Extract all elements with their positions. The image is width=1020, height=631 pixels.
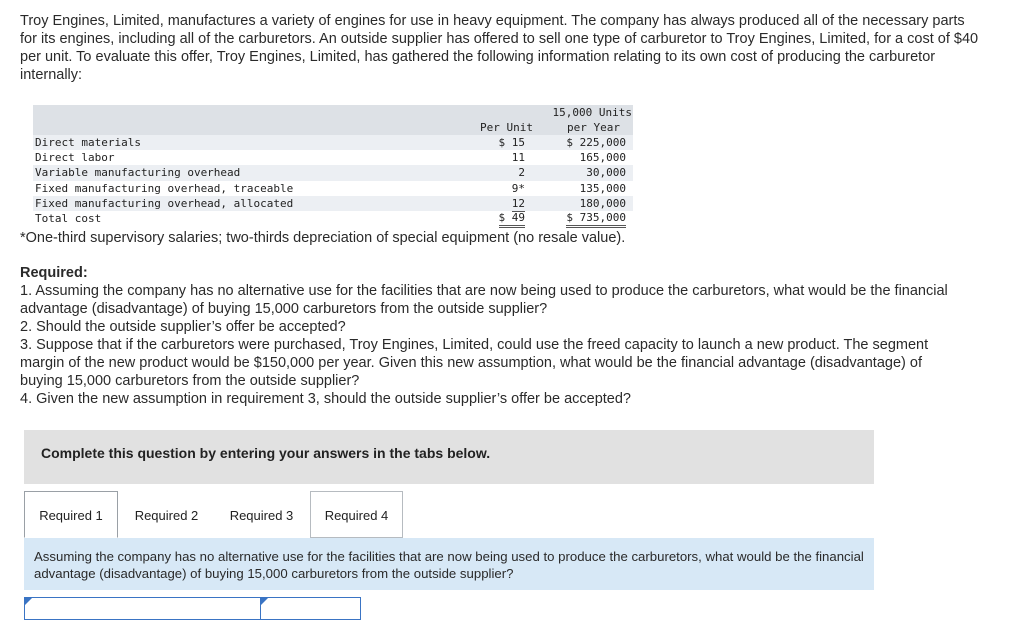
dropdown-marker-icon: [25, 598, 32, 605]
tab-required-3[interactable]: Required 3: [215, 491, 308, 538]
table-row: [33, 135, 633, 150]
tab-required-1[interactable]: Required 1: [24, 491, 118, 538]
answer-label-select[interactable]: [24, 597, 262, 620]
instruction-banner: [24, 430, 874, 484]
answer-amount-input[interactable]: [260, 597, 361, 620]
table-row: [33, 150, 633, 165]
header-per-unit: Per Unit: [480, 121, 533, 134]
problem-intro: Troy Engines, Limited, manufactures a variety of engines for use in heavy equipment. The company has always produced all of the necessary parts for its engines, including all of the carburetors. An outside supplier has offered to sell one type of carburetor to Troy Engines, Limited, for a cost of $40 per unit. To evaluate this offer, Troy Engines, Limited, has gathered the following information relating to its own cost of producing the carburetor internally:: [20, 13, 979, 83]
required-title: Required:: [20, 265, 88, 281]
row-label: Direct labor: [35, 151, 115, 165]
total-per-year: $ 735,000: [566, 211, 626, 228]
table-row: [33, 165, 633, 180]
row-per-unit: 9*: [511, 181, 525, 195]
row-per-year: 165,000: [579, 151, 626, 165]
required-item-3: 3. Suppose that if the carburetors were purchased, Troy Engines, Limited, could use the freed capacity to launch a new product. The segment margin of the new product would be $150,000 per year. Given this new assumption, what would be the financial advantage (disadvantage) of buying 15,000 carburetors from the outside supplier?: [20, 337, 929, 389]
required-item-2: 2. Should the outside supplier’s offer be accepted?: [20, 319, 346, 335]
required-item-1: 1. Assuming the company has no alternative use for the facilities that are now being used to produce the carburetors, what would be the financial advantage (disadvantage) of buying 15,000 carburetors from the outside supplier?: [20, 283, 948, 317]
row-label: Direct materials: [35, 136, 141, 149]
row-per-unit: $ 15: [498, 136, 525, 149]
row-per-year: $ 225,000: [566, 136, 626, 149]
row-per-year: 30,000: [586, 166, 626, 180]
table-footnote: *One-third supervisory salaries; two-thirds depreciation of special equipment (no resale value).: [20, 230, 626, 246]
row-label: Fixed manufacturing overhead, allocated: [35, 196, 294, 210]
header-units: 15,000 Units: [552, 106, 632, 119]
row-per-unit: 11: [511, 151, 525, 165]
instruction-text: Complete this question by entering your answers in the tabs below.: [41, 445, 491, 461]
header-per-year: per Year: [567, 121, 620, 134]
row-label: Variable manufacturing overhead: [35, 166, 241, 180]
required-item-4: 4. Given the new assumption in requirement 3, should the outside supplier’s offer be accepted?: [20, 391, 631, 407]
table-row: [33, 196, 633, 211]
row-label: Fixed manufacturing overhead, traceable: [35, 181, 294, 195]
required-section: [20, 264, 955, 408]
row-per-year: 135,000: [579, 181, 626, 195]
row-per-unit: 12: [511, 196, 525, 210]
table-header: [33, 105, 633, 135]
question-panel: [24, 538, 874, 590]
row-per-year: 180,000: [579, 196, 626, 210]
cost-table: [33, 105, 633, 226]
tab-required-2[interactable]: Required 2: [120, 491, 213, 538]
row-per-unit: 2: [518, 166, 525, 180]
table-row: [33, 181, 633, 196]
question-text: Assuming the company has no alternative use for the facilities that are now being used to produce the carburetors, what would be the financial advantage (disadvantage) of buying 15,000 carburetors from the outside supplier?: [34, 549, 864, 581]
table-total-row: [33, 211, 633, 226]
total-per-unit: $ 49: [499, 211, 526, 228]
total-label: Total cost: [35, 211, 102, 225]
tab-required-4[interactable]: Required 4: [310, 491, 403, 538]
dropdown-marker-icon: [261, 598, 268, 605]
